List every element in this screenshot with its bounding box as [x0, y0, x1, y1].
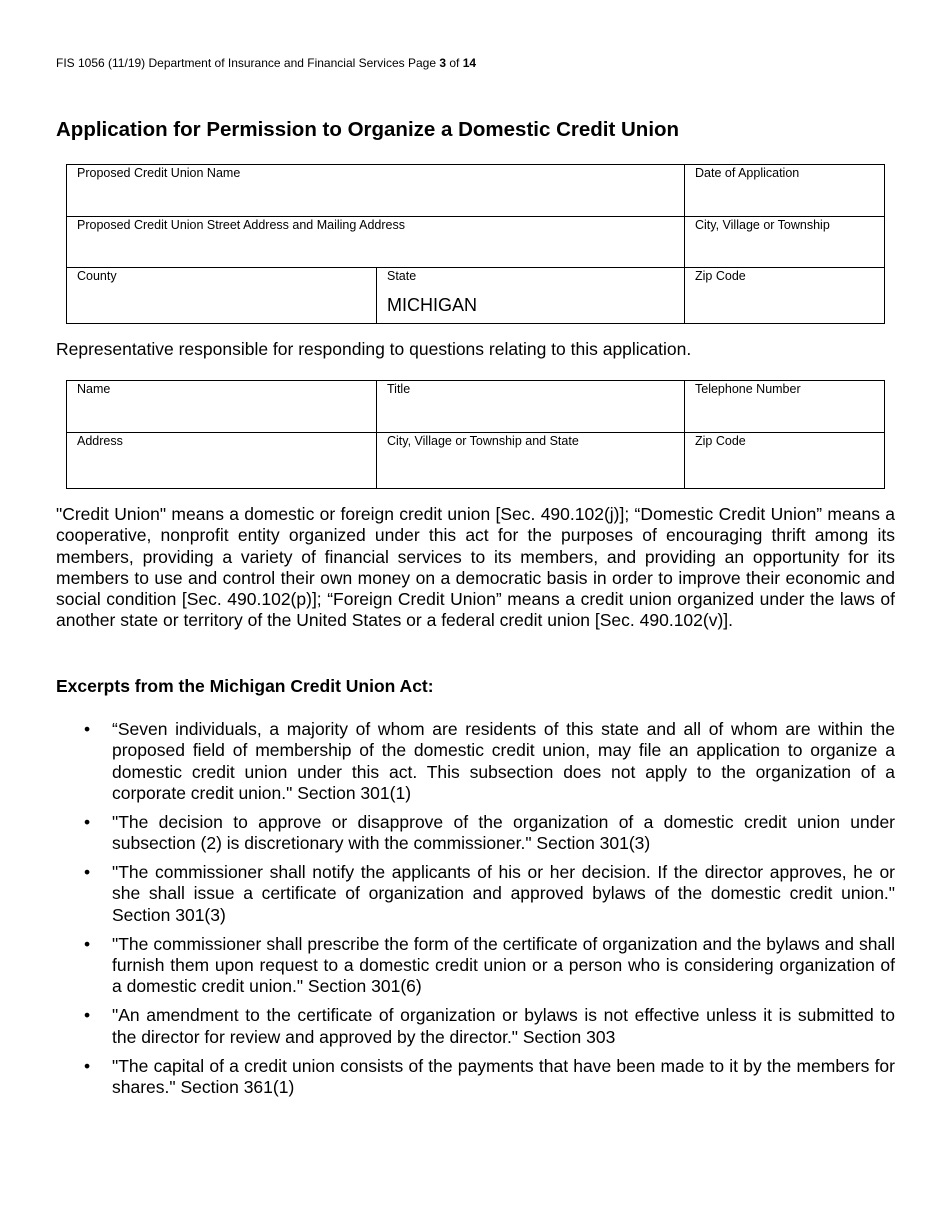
bullet-icon: •	[84, 1055, 91, 1076]
rep-title-field[interactable]	[377, 381, 685, 433]
rep-city-state-field[interactable]	[377, 433, 685, 489]
county-label: County	[77, 269, 117, 283]
excerpt-item	[56, 934, 895, 998]
excerpt-text: "An amendment to the certificate of organization or bylaws is not effective unless it is submitted to the director for review and approved by the director." Section 303	[112, 1005, 895, 1047]
excerpts-list	[56, 719, 895, 1106]
rep-zip-code-label: Zip Code	[695, 434, 746, 448]
excerpt-text: "The capital of a credit union consists of the payments that have been made to it by the members for shares." Section 361(1)	[112, 1055, 895, 1097]
city-label: City, Village or Township	[695, 218, 830, 232]
date-of-application-field[interactable]	[685, 165, 885, 217]
rep-zip-code-field[interactable]	[685, 433, 885, 489]
rep-address-label: Address	[77, 434, 123, 448]
proposed-name-field[interactable]	[67, 165, 685, 217]
representative-intro: Representative responsible for responding to questions relating to this application.	[56, 339, 692, 359]
proposed-name-label: Proposed Credit Union Name	[77, 166, 241, 180]
state-value: MICHIGAN	[387, 295, 477, 315]
excerpt-text: “Seven individuals, a majority of whom are residents of this state and all of whom are within the proposed field of membership of the domestic credit union, may file an application to organize a domestic credit union under this act. This subsection does not apply to the organization of a corporate credit union." Section 301(1)	[112, 719, 895, 803]
page-of-label: of	[449, 56, 460, 70]
bullet-icon: •	[84, 862, 91, 883]
rep-name-label: Name	[77, 382, 111, 396]
rep-address-field[interactable]	[67, 433, 377, 489]
zip-code-label: Zip Code	[695, 269, 746, 283]
state-field[interactable]	[377, 268, 685, 324]
zip-code-field[interactable]	[685, 268, 885, 324]
date-of-application-label: Date of Application	[695, 166, 800, 180]
rep-name-field[interactable]	[67, 381, 377, 433]
rep-city-state-label: City, Village or Township and State	[387, 434, 579, 448]
credit-union-info-table	[66, 164, 885, 324]
street-address-field[interactable]	[67, 217, 685, 268]
page-total: 14	[462, 56, 477, 70]
representative-info-table	[66, 380, 885, 489]
bullet-icon: •	[84, 1005, 91, 1026]
page-title: Application for Permission to Organize a Domestic Credit Union	[56, 118, 680, 141]
county-field[interactable]	[67, 268, 377, 324]
page-header	[56, 56, 476, 70]
city-field[interactable]	[685, 217, 885, 268]
page-number: 3	[439, 56, 447, 70]
form-id: FIS 1056 (11/19) Department of Insurance and Financial Services Page	[56, 56, 436, 70]
bullet-icon: •	[84, 719, 91, 739]
bullet-icon: •	[84, 811, 91, 832]
excerpt-item	[56, 812, 895, 855]
excerpt-item	[56, 1005, 895, 1048]
rep-title-label: Title	[387, 382, 411, 396]
excerpt-item	[56, 862, 895, 926]
rep-telephone-label: Telephone Number	[695, 382, 801, 396]
excerpts-heading: Excerpts from the Michigan Credit Union Act:	[56, 676, 434, 696]
state-label: State	[387, 269, 417, 283]
credit-union-definition: "Credit Union" means a domestic or foreign credit union [Sec. 490.102(j)]; “Domestic Credit Union” means a cooperative, nonprofit entity organized under this act for the purposes of encouraging thrift among its members, providing a variety of financial services to its members, and providing an opportunity for its members to use and control their own money on a democratic basis in order to improve their economic and social condition [Sec. 490.102(p)]; “Foreign Credit Union” means a credit union organized under the laws of another state or territory of the United States or a federal credit union [Sec. 490.102(v)].	[56, 504, 895, 631]
excerpt-text: "The commissioner shall prescribe the form of the certificate of organization and the bylaws and shall furnish them upon request to a domestic credit union or a person who is considering organization of a domestic credit union." Section 301(6)	[112, 933, 895, 997]
excerpt-item	[56, 1056, 895, 1099]
excerpt-text: "The commissioner shall notify the applicants of his or her decision. If the director approves, he or she shall issue a certificate of organization and approved bylaws of the domestic credit union." Section 301(3)	[112, 862, 895, 925]
rep-telephone-field[interactable]	[685, 381, 885, 433]
excerpt-item	[56, 719, 895, 804]
street-address-label: Proposed Credit Union Street Address and Mailing Address	[77, 218, 405, 232]
excerpt-text: "The decision to approve or disapprove of the organization of a domestic credit union under subsection (2) is discretionary with the commissioner." Section 301(3)	[112, 811, 895, 854]
bullet-icon: •	[84, 933, 91, 954]
